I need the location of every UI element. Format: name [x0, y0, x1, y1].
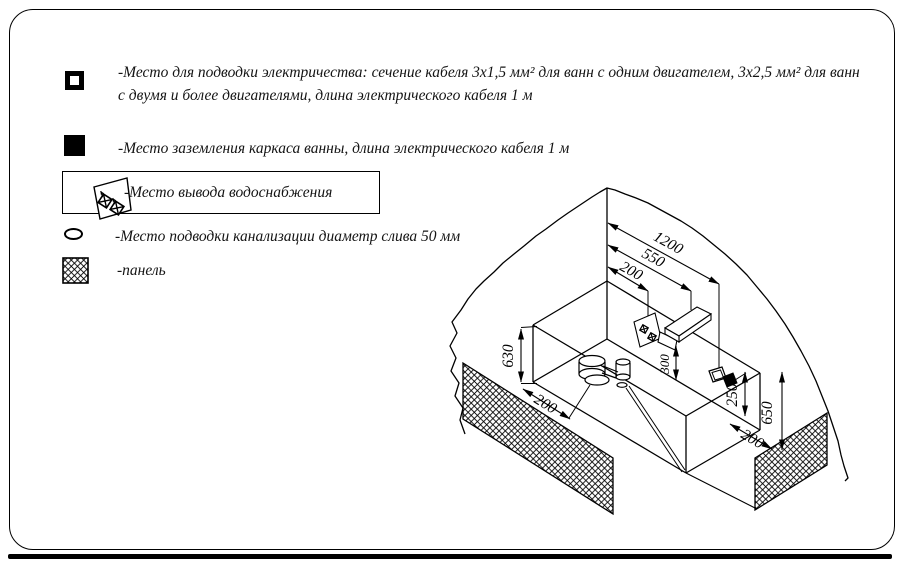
water-supply-plane [634, 313, 661, 347]
right-panel [755, 413, 827, 510]
legend-item-panel-text: -панель [117, 262, 166, 279]
dim-200-right: 200 [737, 425, 767, 453]
legend-item-electric-text: -Место для подводки электричества: сечение кабеля 3х1,5 мм² для ванн с одним двигателем, 3х2,5 мм² для ванн с двумя и более двигателями, длина электрического кабеля 1 м [118, 64, 860, 104]
dim-650: 650 [759, 401, 776, 425]
dim-200-top: 200 [616, 257, 646, 285]
legend-item-sewage-text: -Место подводки канализации диаметр слива 50 мм [115, 228, 461, 245]
dim-200-floor: 200 [531, 390, 560, 418]
dim-550: 550 [638, 244, 668, 272]
dim-630: 630 [500, 344, 517, 368]
dim-1200: 1200 [650, 228, 686, 259]
legend-item-water-text: -Место вывода водоснабжения [124, 184, 333, 201]
dim-300: 300 [657, 354, 672, 374]
legend-item-grounding-text: -Место заземления каркаса ванны, длина электрического кабеля 1 м [118, 140, 570, 157]
dim-250: 250 [724, 383, 741, 407]
electric-outlet-marker [709, 367, 726, 382]
water-pipe-spout [658, 307, 711, 350]
